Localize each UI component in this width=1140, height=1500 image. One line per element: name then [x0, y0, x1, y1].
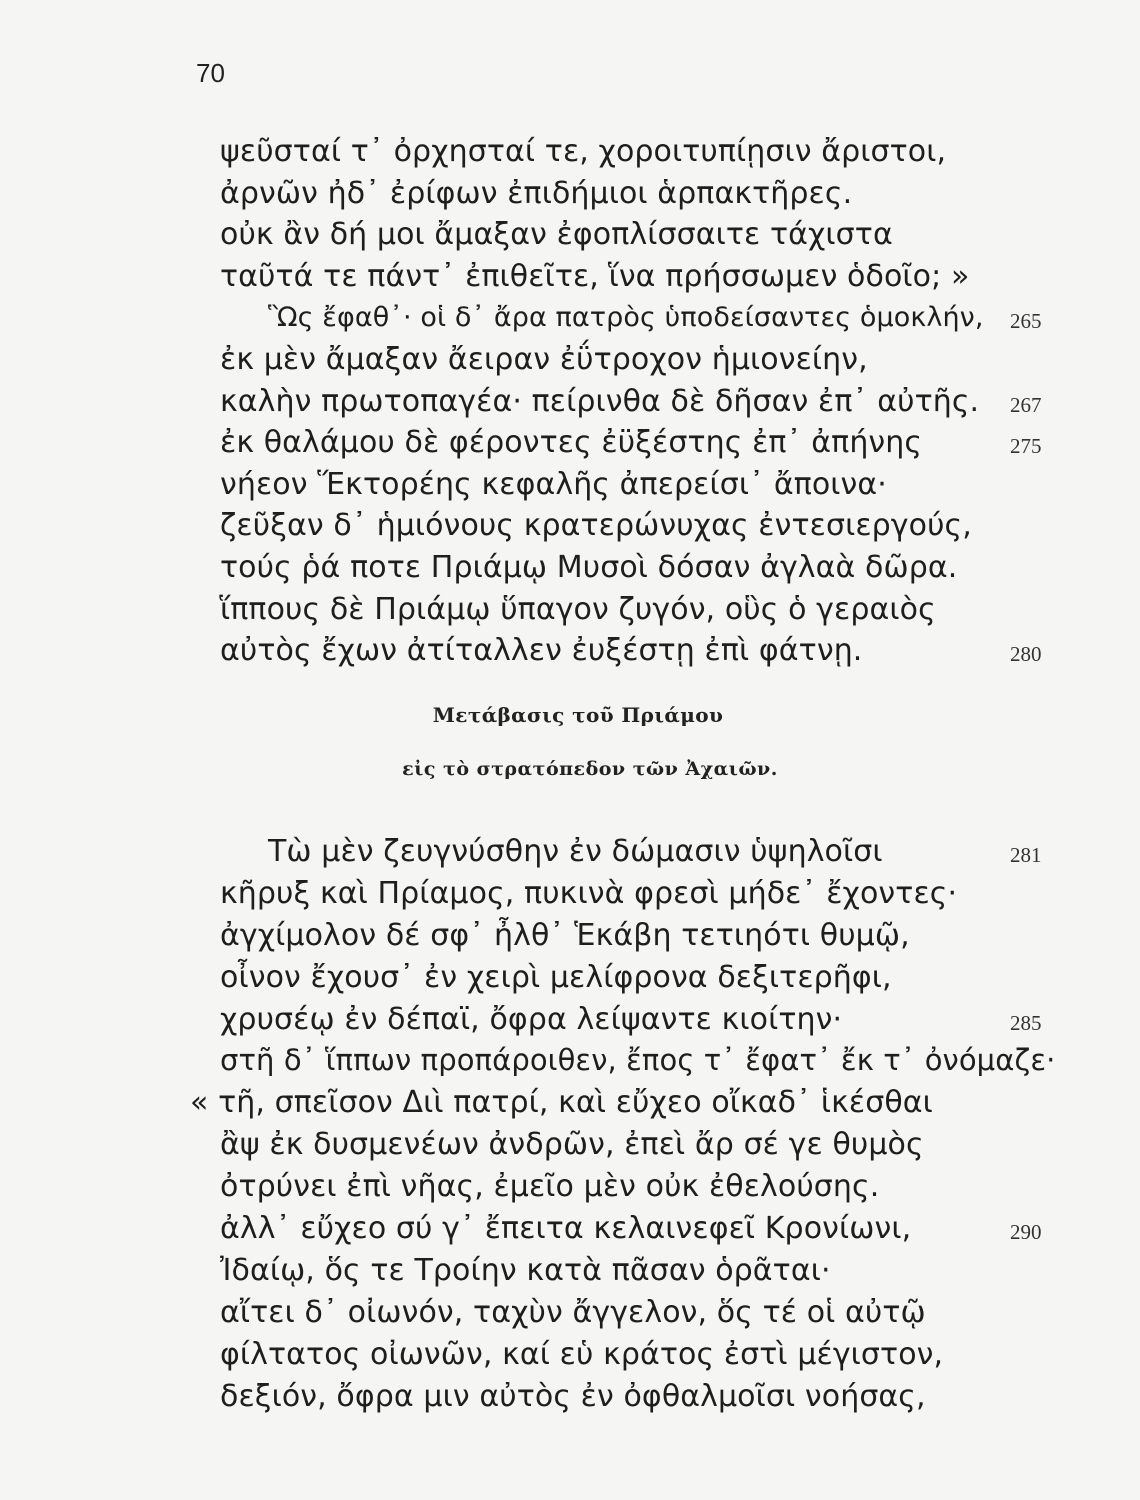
- verse-text: « τῆ, σπεῖσον Διὶ πατρί, καὶ εὔχεο οἴκαδ᾽ ἱκέσθαι: [190, 1085, 933, 1121]
- verse-line: [0, 630, 1140, 672]
- verse-text: Τὼ μὲν ζευγνύσθην ἐν δώμασιν ὑψηλοῖσι: [268, 834, 883, 869]
- verse-line: [0, 505, 1140, 547]
- verse-text: οὐκ ἂν δή μοι ἄμαξαν ἐφοπλίσσαιτε τάχιστα: [220, 217, 893, 253]
- section-heading-subtitle: εἰς τὸ στρατόπεδον τῶν Ἀχαιῶν.: [402, 758, 778, 780]
- verse-text: ψεῦσταί τ᾽ ὀρχησταί τε, χοροιτυπίῃσιν ἄριστοι,: [220, 134, 947, 169]
- verse-section-2: [0, 831, 1140, 1417]
- line-number: 275: [1010, 434, 1042, 459]
- verse-text: Ὣς ἔφαθ᾽· οἱ δ᾽ ἄρα πατρὸς ὑποδείσαντες ὁμοκλήν,: [268, 302, 984, 334]
- verse-section-1: [0, 131, 1140, 672]
- line-number: 290: [1010, 1220, 1042, 1245]
- verse-text: ταῦτά τε πάντ᾽ ἐπιθεῖτε, ἵνα πρήσσωμεν ὁδοῖο; »: [220, 258, 970, 294]
- verse-line: [0, 873, 1140, 915]
- verse-text: φίλτατος οἰωνῶν, καί εὑ κράτος ἐστὶ μέγιστον,: [220, 1336, 944, 1372]
- verse-line: [0, 422, 1140, 464]
- verse-text: ἵππους δὲ Πριάμῳ ὕπαγον ζυγόν, οὓς ὁ γεραιὸς: [220, 591, 936, 627]
- verse-line: [0, 297, 1140, 339]
- verse-text: χρυσέῳ ἐν δέπαϊ, ὄφρα λείψαντε κιοίτην·: [220, 1001, 843, 1037]
- verse-line: [0, 915, 1140, 957]
- verse-line: [0, 1250, 1140, 1292]
- line-number: 267: [1010, 392, 1042, 417]
- verse-line: [0, 547, 1140, 589]
- verse-line: [0, 1124, 1140, 1166]
- section-heading-title: Μετάβασις τοῦ Πριάμου: [432, 703, 724, 727]
- verse-line: [0, 1292, 1140, 1334]
- verse-line: [0, 1376, 1140, 1418]
- verse-text: Ἰδαίῳ, ὅς τε Τροίην κατὰ πᾶσαν ὁρᾶται·: [220, 1252, 831, 1288]
- verse-line: [0, 831, 1140, 873]
- verse-text: ἀλλ᾽ εὔχεο σύ γ᾽ ἔπειτα κελαινεφεῖ Κρονίωνι,: [220, 1211, 912, 1247]
- verse-text: ὀτρύνει ἐπὶ νῆας, ἐμεῖο μὲν οὐκ ἐθελούσης.: [220, 1169, 880, 1205]
- line-number: 280: [1010, 642, 1042, 667]
- page-number: 70: [196, 58, 225, 88]
- line-number: 285: [1010, 1010, 1042, 1035]
- line-number: 265: [1010, 309, 1042, 334]
- verse-text: ἀρνῶν ἠδ᾽ ἐρίφων ἐπιδήμιοι ἁρπακτῆρες.: [220, 175, 853, 211]
- verse-line: [0, 214, 1140, 256]
- verse-text: δεξιόν, ὄφρα μιν αὐτὸς ἐν ὀφθαλμοῖσι νοήσας,: [220, 1378, 926, 1414]
- verse-text: στῆ δ᾽ ἵππων προπάροιθεν, ἔπος τ᾽ ἔφατ᾽ ἔκ τ᾽ ὀνόμαζε·: [220, 1043, 1056, 1078]
- verse-line: [0, 381, 1140, 423]
- verse-line: [0, 589, 1140, 631]
- verse-line: [0, 1166, 1140, 1208]
- verse-text: ἐκ θαλάμου δὲ φέροντες ἐϋξέστης ἐπ᾽ ἀπήνης: [220, 425, 923, 461]
- verse-line: [0, 131, 1140, 173]
- verse-line: [0, 1040, 1140, 1082]
- verse-line: [0, 173, 1140, 215]
- verse-text: καλὴν πρωτοπαγέα· πείρινθα δὲ δῆσαν ἐπ᾽ αὐτῆς.: [220, 383, 980, 419]
- verse-text: αἴτει δ᾽ οἰωνόν, ταχὺν ἄγγελον, ὅς τέ οἱ αὐτῷ: [220, 1294, 926, 1330]
- verse-line: [0, 999, 1140, 1041]
- verse-line: [0, 256, 1140, 298]
- verse-text: ζεῦξαν δ᾽ ἡμιόνους κρατερώνυχας ἐντεσιεργούς,: [220, 508, 972, 544]
- verse-text: ἀγχίμολον δέ σφ᾽ ἦλθ᾽ Ἑκάβη τετιηότι θυμῷ,: [220, 917, 910, 953]
- verse-line: [0, 464, 1140, 506]
- verse-line: [0, 957, 1140, 999]
- verse-text: αὐτὸς ἔχων ἀτίταλλεν ἐυξέστῃ ἐπὶ φάτνῃ.: [220, 633, 863, 669]
- verse-text: ἂψ ἐκ δυσμενέων ἀνδρῶν, ἐπεὶ ἄρ σέ γε θυμὸς: [220, 1127, 924, 1163]
- verse-text: νήεον Ἕκτορέης κεφαλῆς ἀπερείσι᾽ ἄποινα·: [220, 466, 887, 502]
- verse-line: [0, 1334, 1140, 1376]
- verse-text: τούς ῥά ποτε Πριάμῳ Μυσοὶ δόσαν ἀγλαὰ δῶρα.: [220, 549, 958, 585]
- line-number: 281: [1010, 843, 1042, 867]
- verse-line: [0, 1082, 1140, 1124]
- verse-text: ἐκ μὲν ἄμαξαν ἄειραν ἐΰτροχον ἡμιονείην,: [220, 341, 868, 377]
- verse-text: οἶνον ἔχουσ᾽ ἐν χειρὶ μελίφρονα δεξιτερῆφι,: [220, 959, 892, 995]
- verse-text: κῆρυξ καὶ Πρίαμος, πυκινὰ φρεσὶ μήδε᾽ ἔχοντες·: [220, 875, 958, 911]
- verse-line: [0, 1208, 1140, 1250]
- verse-line: [0, 339, 1140, 381]
